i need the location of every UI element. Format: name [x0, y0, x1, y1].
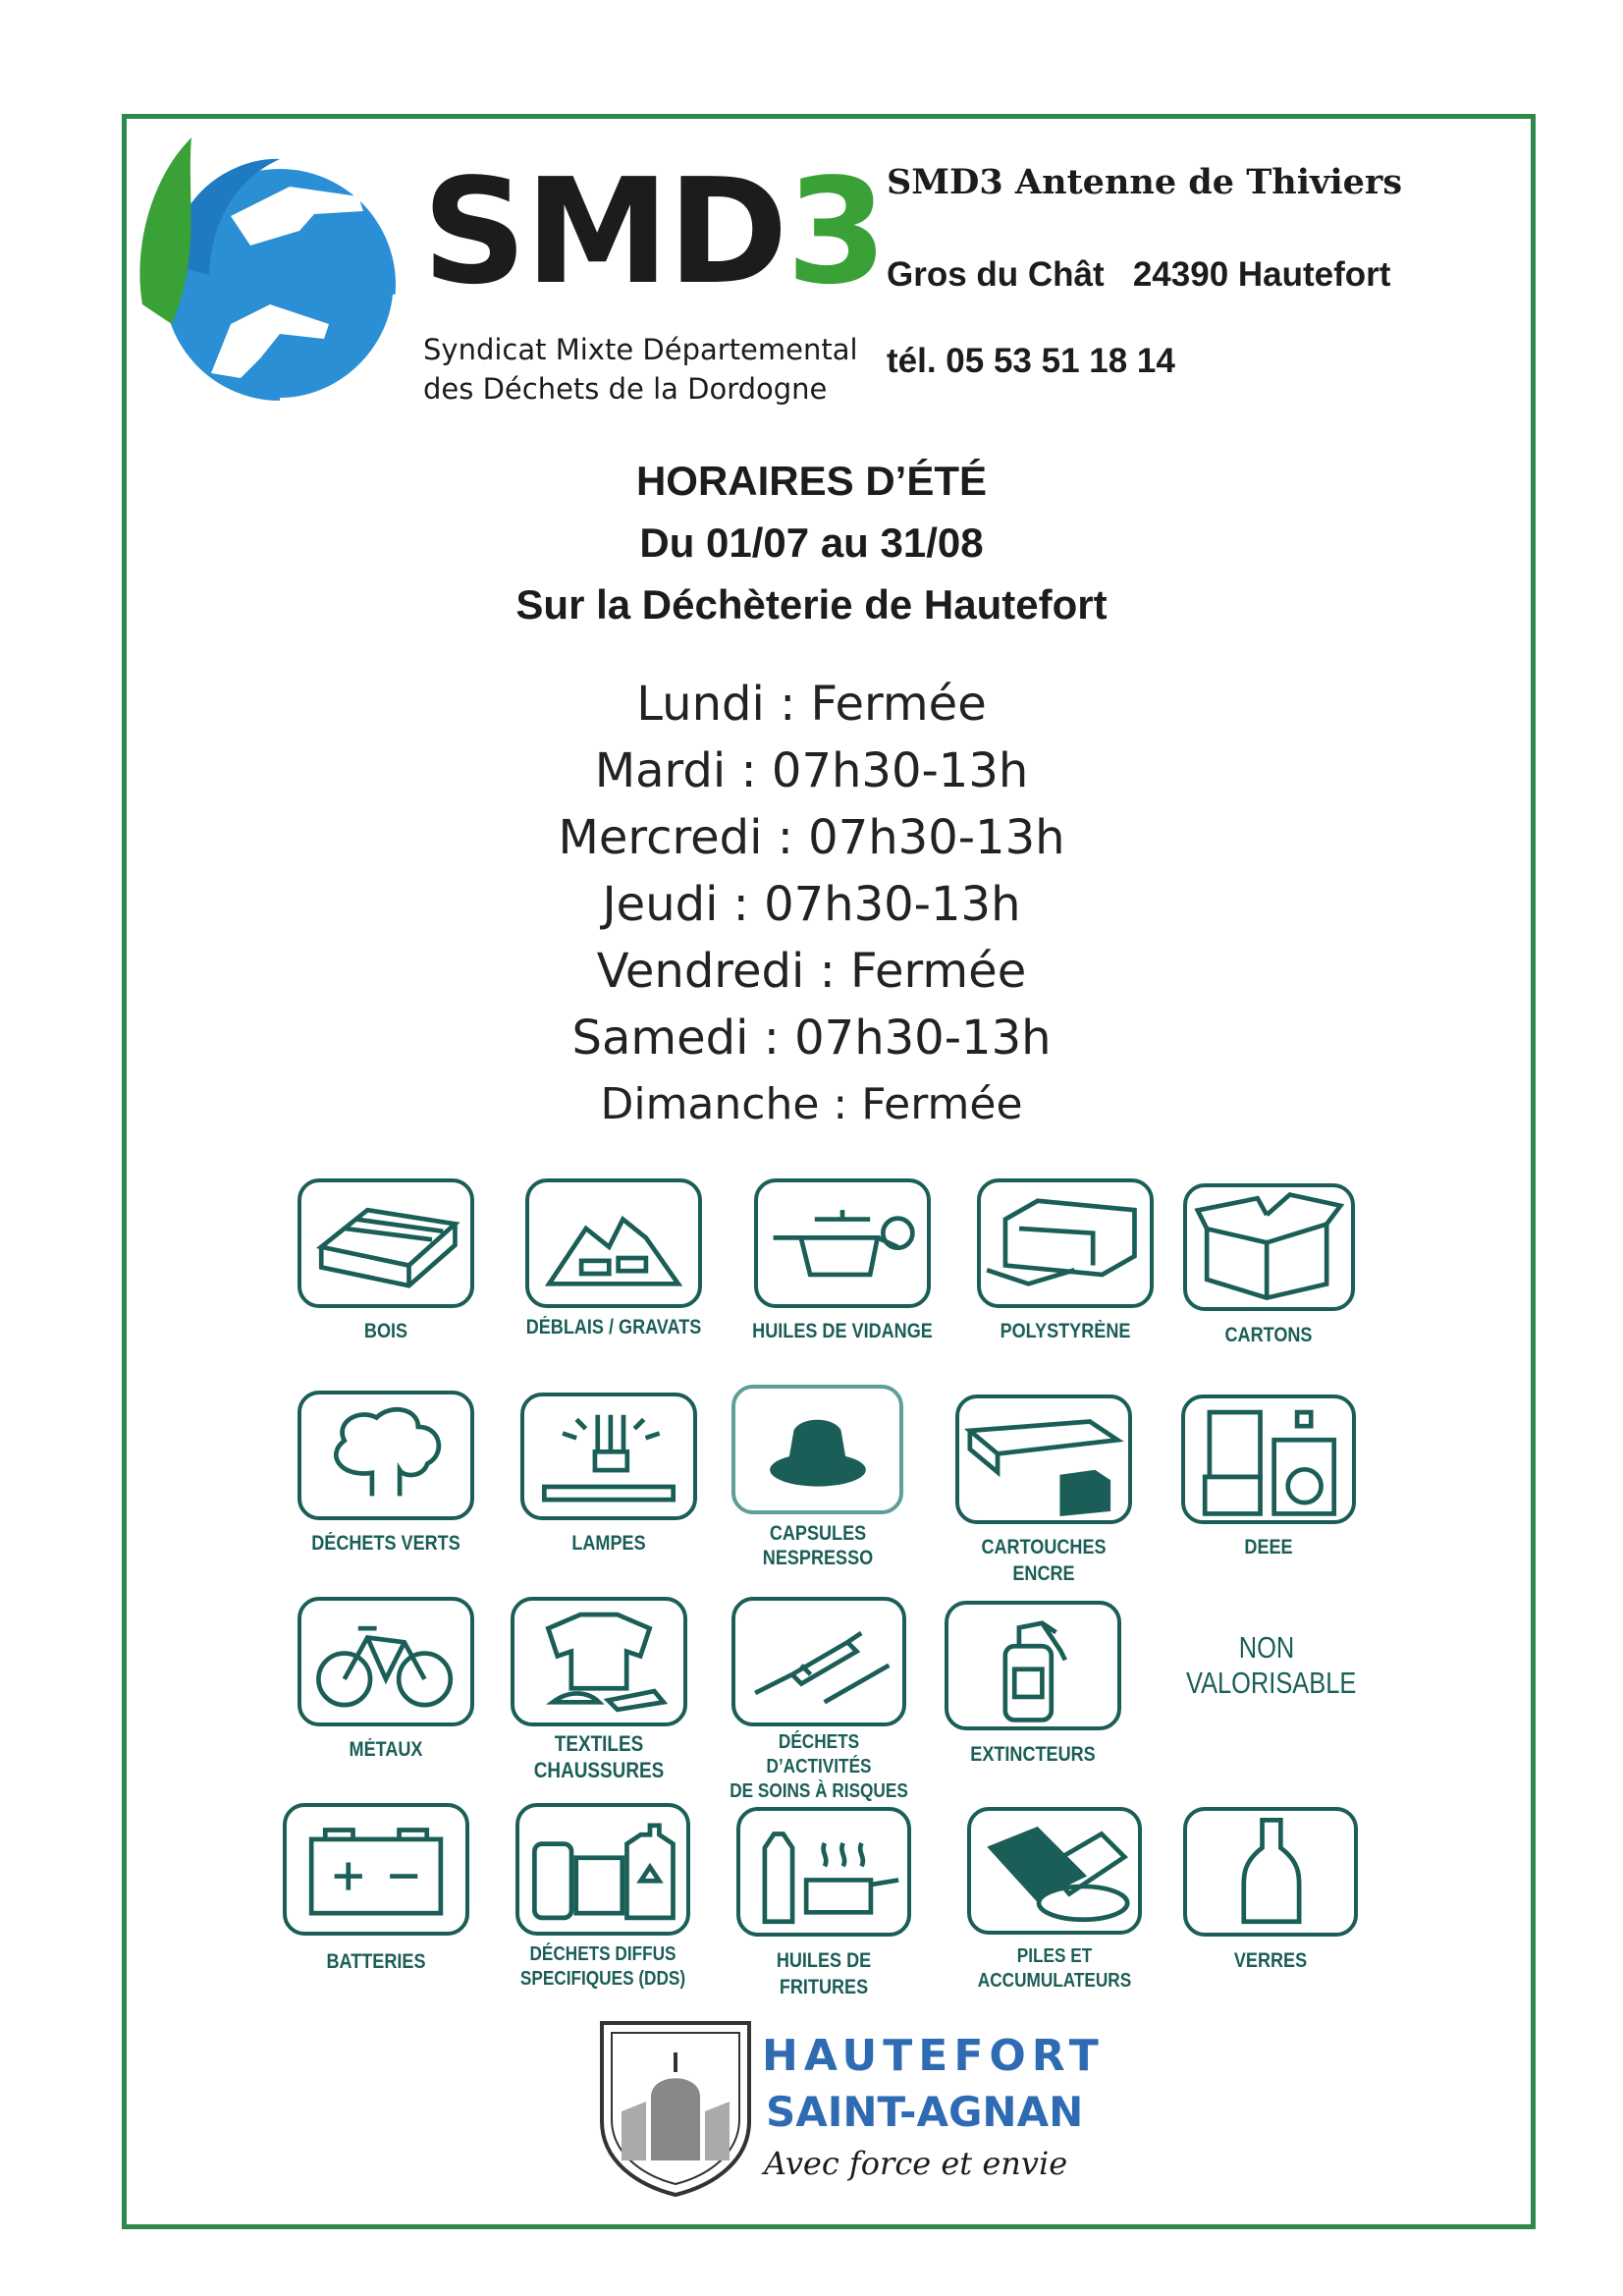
dechets-verts-label: DÉCHETS VERTS [311, 1532, 460, 1555]
non-valorisable-label: NON VALORISABLE [1186, 1630, 1357, 1700]
hands-circle-icon [133, 137, 417, 432]
contact-address: Gros du Chât 24390 Hautefort [887, 255, 1391, 294]
contact-phone: tél. 05 53 51 18 14 [887, 342, 1175, 380]
deee-icon [1181, 1394, 1356, 1524]
contact-block [887, 162, 1402, 381]
batteries-icon [283, 1803, 469, 1936]
deblais-icon [525, 1178, 702, 1308]
polystyrene-label: POLYSTYRÈNE [1000, 1320, 1131, 1342]
dasri-label: DÉCHETS D’ACTIVITÉS DE SOINS À RISQUES [730, 1731, 908, 1802]
extincteurs-icon [945, 1601, 1121, 1730]
title-line2: Du 01/07 au 31/08 [639, 519, 984, 566]
hautefort-crest-icon [597, 2013, 754, 2200]
huiles-fritures-label: HUILES DE FRITURES [776, 1949, 872, 1998]
opening-hours [0, 671, 1623, 1138]
hours-tuesday: Mardi : 07h30-13h [594, 743, 1029, 798]
dds-label: DÉCHETS DIFFUS SPECIFIQUES (DDS) [519, 1943, 686, 1990]
hours-wednesday: Mercredi : 07h30-13h [558, 810, 1065, 865]
piles-label: PILES ET ACCUMULATEURS [977, 1945, 1132, 1992]
commune-slogan: Avec force et envie [764, 2145, 1068, 2182]
smd3-logo [133, 137, 886, 432]
huiles-vidange-label: HUILES DE VIDANGE [752, 1320, 933, 1342]
cartouches-icon [955, 1394, 1132, 1524]
hours-saturday: Samedi : 07h30-13h [571, 1011, 1052, 1066]
verres-label: VERRES [1233, 1949, 1308, 1972]
page-title [0, 450, 1623, 635]
hours-monday: Lundi : Fermée [636, 677, 987, 732]
dechets-verts-icon [298, 1391, 474, 1520]
extincteurs-label: EXTINCTEURS [970, 1743, 1096, 1766]
batteries-label: BATTERIES [326, 1950, 426, 1973]
metaux-label: MÉTAUX [349, 1738, 423, 1761]
title-line3: Sur la Déchèterie de Hautefort [515, 581, 1108, 628]
bois-label: BOIS [363, 1320, 408, 1342]
piles-icon [967, 1807, 1142, 1935]
cartons-label: CARTONS [1224, 1324, 1313, 1346]
hours-thursday: Jeudi : 07h30-13h [602, 877, 1021, 932]
title-line1: HORAIRES D’ÉTÉ [635, 458, 988, 504]
deblais-label: DÉBLAIS / GRAVATS [525, 1316, 702, 1339]
lampes-label: LAMPES [571, 1532, 646, 1555]
commune-name-line1: HAUTEFORT [762, 2031, 1105, 2081]
logo-subtitle [423, 330, 858, 409]
polystyrene-icon [977, 1178, 1154, 1308]
cartons-icon [1183, 1183, 1355, 1311]
huiles-fritures-icon [736, 1807, 911, 1937]
textiles-icon [511, 1597, 687, 1726]
textiles-label: TEXTILES CHAUSSURES [533, 1731, 665, 1782]
deee-label: DEEE [1244, 1536, 1293, 1558]
lampes-icon [520, 1393, 697, 1520]
logo-subtitle-line1: Syndicat Mixte Départemental [423, 333, 858, 366]
dds-icon [515, 1803, 690, 1936]
capsules-icon [731, 1385, 903, 1514]
cartouches-label: CARTOUCHES ENCRE [981, 1536, 1107, 1585]
metaux-icon [298, 1597, 474, 1726]
capsules-label: CAPSULES NESPRESSO [762, 1522, 874, 1569]
smd3-wordmark: SMD3 [422, 147, 886, 316]
dasri-icon [731, 1597, 906, 1726]
commune-name-line2: SAINT-AGNAN [766, 2088, 1084, 2136]
hours-friday: Vendredi : Fermée [596, 944, 1027, 999]
contact-name: SMD3 Antenne de Thiviers [887, 162, 1403, 202]
logo-subtitle-line2: des Déchets de la Dordogne [423, 372, 828, 406]
hours-sunday: Dimanche : Fermée [600, 1079, 1023, 1129]
bois-icon [298, 1178, 474, 1308]
verres-icon [1183, 1807, 1358, 1937]
huiles-vidange-icon [754, 1178, 931, 1308]
